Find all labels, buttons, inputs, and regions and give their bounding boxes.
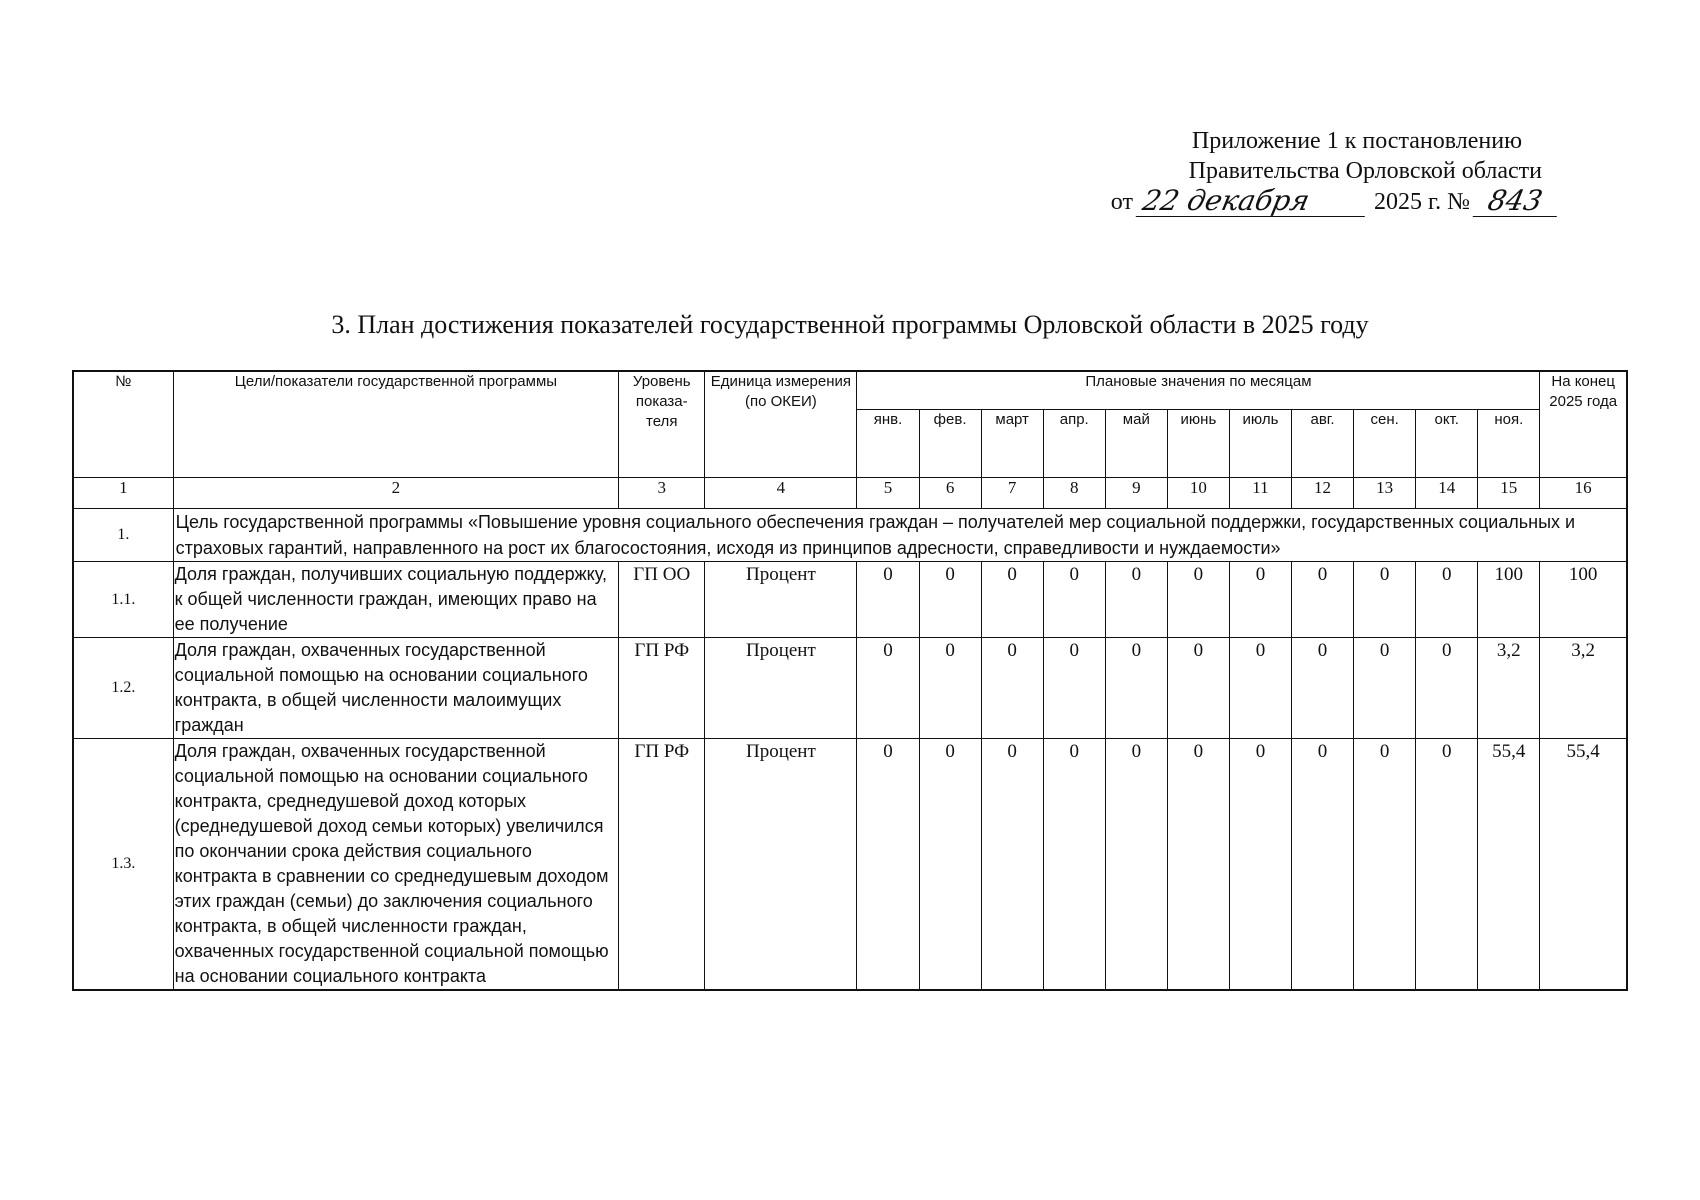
month-value: 0: [1043, 637, 1105, 738]
header-year-end: На конец 2025 года: [1540, 371, 1627, 477]
table-row: [73, 637, 1627, 738]
indicator-level: ГП ОО: [619, 561, 705, 637]
date-prefix: от: [1110, 189, 1133, 215]
header-month: июль: [1229, 409, 1291, 477]
month-value: 0: [919, 561, 981, 637]
indicator-level: ГП РФ: [619, 637, 705, 738]
month-value: 0: [1416, 738, 1478, 990]
appendix-line-3: [1100, 186, 1560, 217]
table-row: [73, 738, 1627, 990]
month-value: 0: [1105, 637, 1167, 738]
year-end-value: 55,4: [1540, 738, 1627, 990]
month-value: 0: [1229, 738, 1291, 990]
month-value: 0: [857, 637, 919, 738]
header-month: янв.: [857, 409, 919, 477]
indicator-name: Доля граждан, охваченных государственной социальной помощью на основании социального контракта, в общей численности малоимущих граждан: [173, 637, 619, 738]
header-month: фев.: [919, 409, 981, 477]
goal-number: 1.: [73, 508, 173, 561]
year-end-value: 3,2: [1540, 637, 1627, 738]
month-value: 0: [857, 561, 919, 637]
month-value: 0: [981, 637, 1043, 738]
header-planned: Плановые значения по месяцам: [857, 371, 1540, 409]
month-value: 0: [1354, 738, 1416, 990]
indicator-unit: Процент: [705, 637, 857, 738]
column-number: 15: [1478, 477, 1540, 508]
indicator-level: ГП РФ: [619, 738, 705, 990]
month-value: 0: [1043, 561, 1105, 637]
month-value: 0: [1292, 561, 1354, 637]
row-number: 1.2.: [73, 637, 173, 738]
column-number: 7: [981, 477, 1043, 508]
column-number: 13: [1354, 477, 1416, 508]
month-value: 0: [981, 738, 1043, 990]
month-value: 0: [919, 738, 981, 990]
header-no: №: [73, 371, 173, 477]
header-level: Уровень показа-теля: [619, 371, 705, 477]
header-month: сен.: [1354, 409, 1416, 477]
header-unit: Единица измерения (по ОКЕИ): [705, 371, 857, 477]
appendix-header: [1100, 126, 1560, 217]
month-value: 0: [1416, 637, 1478, 738]
month-value: 0: [857, 738, 919, 990]
month-value: 0: [1167, 637, 1229, 738]
header-month: авг.: [1292, 409, 1354, 477]
handwritten-number: 843: [1473, 186, 1564, 217]
month-value: 0: [1043, 738, 1105, 990]
month-value: 0: [1292, 637, 1354, 738]
month-value: 0: [1292, 738, 1354, 990]
goal-text: Цель государственной программы «Повышение уровня социального обеспечения граждан – получателей мер социальной поддержки, государственных социальных и страховых гарантий, направленного на рост их благосостояния, исходя из принципов адресности, справедливости и нуждаемости»: [173, 508, 1627, 561]
header-month: май: [1105, 409, 1167, 477]
column-number: 9: [1105, 477, 1167, 508]
month-value: 3,2: [1478, 637, 1540, 738]
month-value: 0: [1229, 561, 1291, 637]
header-goals: Цели/показатели государственной программы: [173, 371, 619, 477]
appendix-line-1: Приложение 1 к постановлению: [1191, 128, 1522, 154]
appendix-line-2: Правительства Орловской области: [1188, 158, 1542, 184]
indicator-name: Доля граждан, охваченных государственной социальной помощью на основании социального контракта, среднедушевой доход которых (среднедушевой доход семьи которых) увеличился по окончании срока действия социального контракта в сравнении со среднедушевым доходом этих граждан (семьи) до заключения социального контракта, в общей численности граждан, охваченных государственной социальной помощью на основании социального контракта: [173, 738, 619, 990]
month-value: 0: [1354, 561, 1416, 637]
indicator-name: Доля граждан, получивших социальную поддержку, к общей численности граждан, имеющих право на ее получение: [173, 561, 619, 637]
plan-table: [72, 370, 1628, 991]
month-value: 0: [1229, 637, 1291, 738]
indicator-unit: Процент: [705, 561, 857, 637]
month-value: 0: [981, 561, 1043, 637]
month-value: 100: [1478, 561, 1540, 637]
header-month: июнь: [1167, 409, 1229, 477]
column-number: 6: [919, 477, 981, 508]
column-number: 11: [1229, 477, 1291, 508]
column-number: 4: [705, 477, 857, 508]
page-title: 3. План достижения показателей государственной программы Орловской области в 2025 году: [331, 310, 1369, 339]
month-value: 0: [1105, 738, 1167, 990]
row-number: 1.3.: [73, 738, 173, 990]
column-number: 3: [619, 477, 705, 508]
row-number: 1.1.: [73, 561, 173, 637]
column-number: 8: [1043, 477, 1105, 508]
header-month: ноя.: [1478, 409, 1540, 477]
column-numbers-row: [73, 477, 1627, 508]
month-value: 0: [1167, 561, 1229, 637]
table-row: [73, 561, 1627, 637]
column-number: 5: [857, 477, 919, 508]
month-value: 55,4: [1478, 738, 1540, 990]
column-number: 14: [1416, 477, 1478, 508]
month-value: 0: [1416, 561, 1478, 637]
month-value: 0: [1167, 738, 1229, 990]
month-value: 0: [1105, 561, 1167, 637]
goal-row: [73, 508, 1627, 561]
header-month: окт.: [1416, 409, 1478, 477]
indicator-unit: Процент: [705, 738, 857, 990]
column-number: 2: [173, 477, 619, 508]
header-month: апр.: [1043, 409, 1105, 477]
year-label: 2025 г. №: [1373, 189, 1470, 215]
column-number: 1: [73, 477, 173, 508]
handwritten-date: 22 декабря: [1136, 186, 1372, 217]
month-value: 0: [919, 637, 981, 738]
column-number: 10: [1167, 477, 1229, 508]
year-end-value: 100: [1540, 561, 1627, 637]
column-number: 12: [1292, 477, 1354, 508]
month-value: 0: [1354, 637, 1416, 738]
column-number: 16: [1540, 477, 1627, 508]
header-month: март: [981, 409, 1043, 477]
